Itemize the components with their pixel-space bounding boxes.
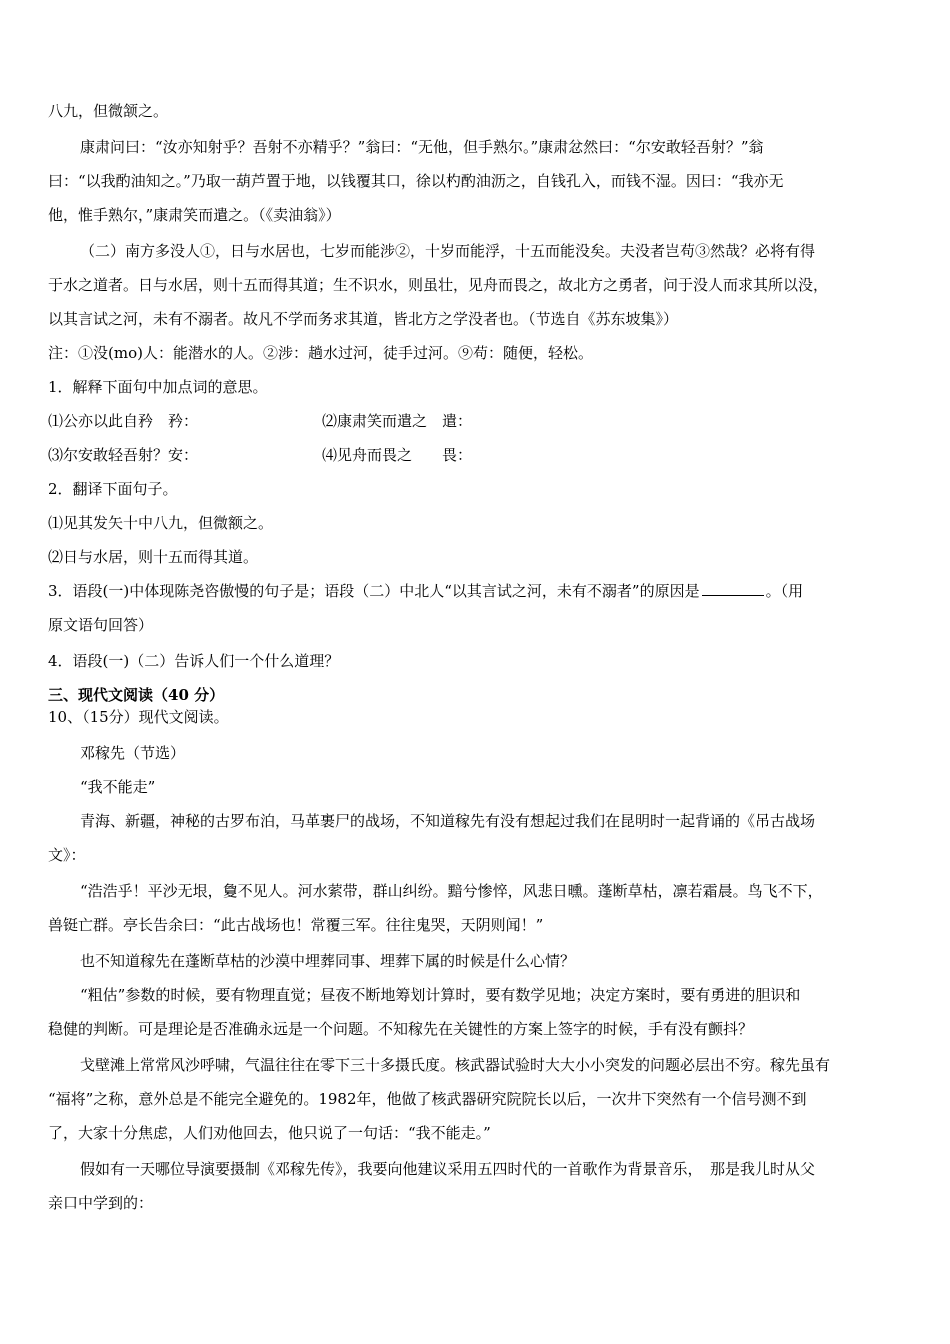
passage2-line: 于水之道者。日与水居，则十五而得其道；生不识水，则虽壮，见舟而畏之，故北方之勇者，问于没人而求其所以没，	[48, 276, 829, 294]
article-paragraph-line: 亲口中学到的：	[48, 1194, 154, 1212]
article-paragraph-line: 青海、新疆，神秘的古罗布泊，马革裹尸的战场，不知道稼先有没有想起过我们在昆明时一起背诵的《吊古战场	[80, 812, 816, 830]
question-3	[48, 580, 803, 602]
question-3-text-end: 。（用	[765, 582, 804, 600]
question-3-continued: 原文语句回答）	[48, 616, 154, 634]
answer-blank[interactable]	[702, 581, 764, 596]
question-4: 4．语段(一)（二）告诉人们一个什么道理？	[48, 652, 340, 670]
article-paragraph-line: 文》：	[48, 846, 86, 864]
question-1-item-3: ⑶尔安敢轻吾射？安：	[48, 446, 199, 464]
question-1-item-2: ⑵康肃笑而遣之 遣：	[322, 412, 473, 430]
question-10: 10、（15分）现代文阅读。	[48, 708, 229, 726]
question-2-item-1: ⑴见其发矢十中八九，但微额之。	[48, 514, 274, 532]
question-3-text: 3．语段(一)中体现陈尧咨傲慢的句子是；语段（二）中北人“以其言试之河，未有不溺者”的原因是	[48, 582, 700, 600]
article-title: 邓稼先（节选）	[80, 744, 186, 762]
article-paragraph-line: “福将”之称，意外总是不能完全避免的。1982年，他做了核武器研究院院长以后，一次井下突然有一个信号测不到	[48, 1090, 807, 1108]
question-1-item-4: ⑷见舟而畏之 畏：	[322, 446, 473, 464]
article-paragraph-line: 也不知道稼先在蓬断草枯的沙漠中埋葬同事、埋葬下属的时候是什么心情？	[80, 952, 576, 970]
article-subtitle: “我不能走”	[80, 778, 156, 796]
passage1-paragraph-line: 曰：“以我酌油知之。”乃取一葫芦置于地，以钱覆其口，徐以杓酌油沥之，自钱孔入，而钱不湿。因曰：“我亦无	[48, 172, 784, 190]
article-paragraph-line: “浩浩乎！平沙无垠，敻不见人。河水萦带，群山纠纷。黯兮惨悴，风悲日曛。蓬断草枯，凛若霜晨。鸟飞不下，	[80, 882, 823, 900]
article-paragraph-line: 兽铤亡群。亭长告余曰：“此古战场也！常覆三军。往往鬼哭，天阴则闻！”	[48, 916, 544, 934]
passage1-paragraph-line: 他，惟手熟尔，”康肃笑而遣之。（《卖油翁》）	[48, 206, 341, 224]
passage2-line: （二）南方多没人①，日与水居也，七岁而能涉②，十岁而能浮，十五而能没矣。夫没者岂苟③然哉？必将有得	[80, 242, 816, 260]
question-1-item-1: ⑴公亦以此自矜 矜：	[48, 412, 199, 430]
question-2: 2．翻译下面句子。	[48, 480, 178, 498]
article-paragraph-line: 了，大家十分焦虑，人们劝他回去，他只说了一句话：“我不能走。”	[48, 1124, 491, 1142]
passage2-line: 以其言试之河，未有不溺者。故凡不学而务求其道，皆北方之学没者也。（节选自《苏东坡集》）	[48, 310, 679, 328]
question-2-item-2: ⑵日与水居，则十五而得其道。	[48, 548, 259, 566]
question-1: 1．解释下面句中加点词的意思。	[48, 378, 268, 396]
article-paragraph-line: 戈壁滩上常常风沙呼啸，气温往往在零下三十多摄氏度。核武器试验时大大小小突发的问题必层出不穷。稼先虽有	[80, 1056, 831, 1074]
section-heading: 三、现代文阅读（40 分）	[48, 686, 225, 704]
article-paragraph-line: “粗估”参数的时候，要有物理直觉；昼夜不断地筹划计算时，要有数学见地；决定方案时，要有勇进的胆识和	[80, 986, 801, 1004]
article-paragraph-line: 假如有一天哪位导演要摄制《邓稼先传》，我要向他建议采用五四时代的一首歌作为背景音乐， 那是我儿时从父	[80, 1160, 816, 1178]
footnote: 注：①没(mo)人：能潜水的人。②涉：趟水过河，徒手过河。⑨苟：随便，轻松。	[48, 344, 593, 362]
passage1-tail: 八九，但微颔之。	[48, 102, 169, 120]
passage1-paragraph-line: 康肃问曰：“汝亦知射乎？吾射不亦精乎？”翁曰：“无他，但手熟尔。”康肃忿然曰：“尔安敢轻吾射？”翁	[80, 138, 764, 156]
article-paragraph-line: 稳健的判断。可是理论是否准确永远是一个问题。不知稼先在关键性的方案上签字的时候，手有没有颤抖？	[48, 1020, 754, 1038]
